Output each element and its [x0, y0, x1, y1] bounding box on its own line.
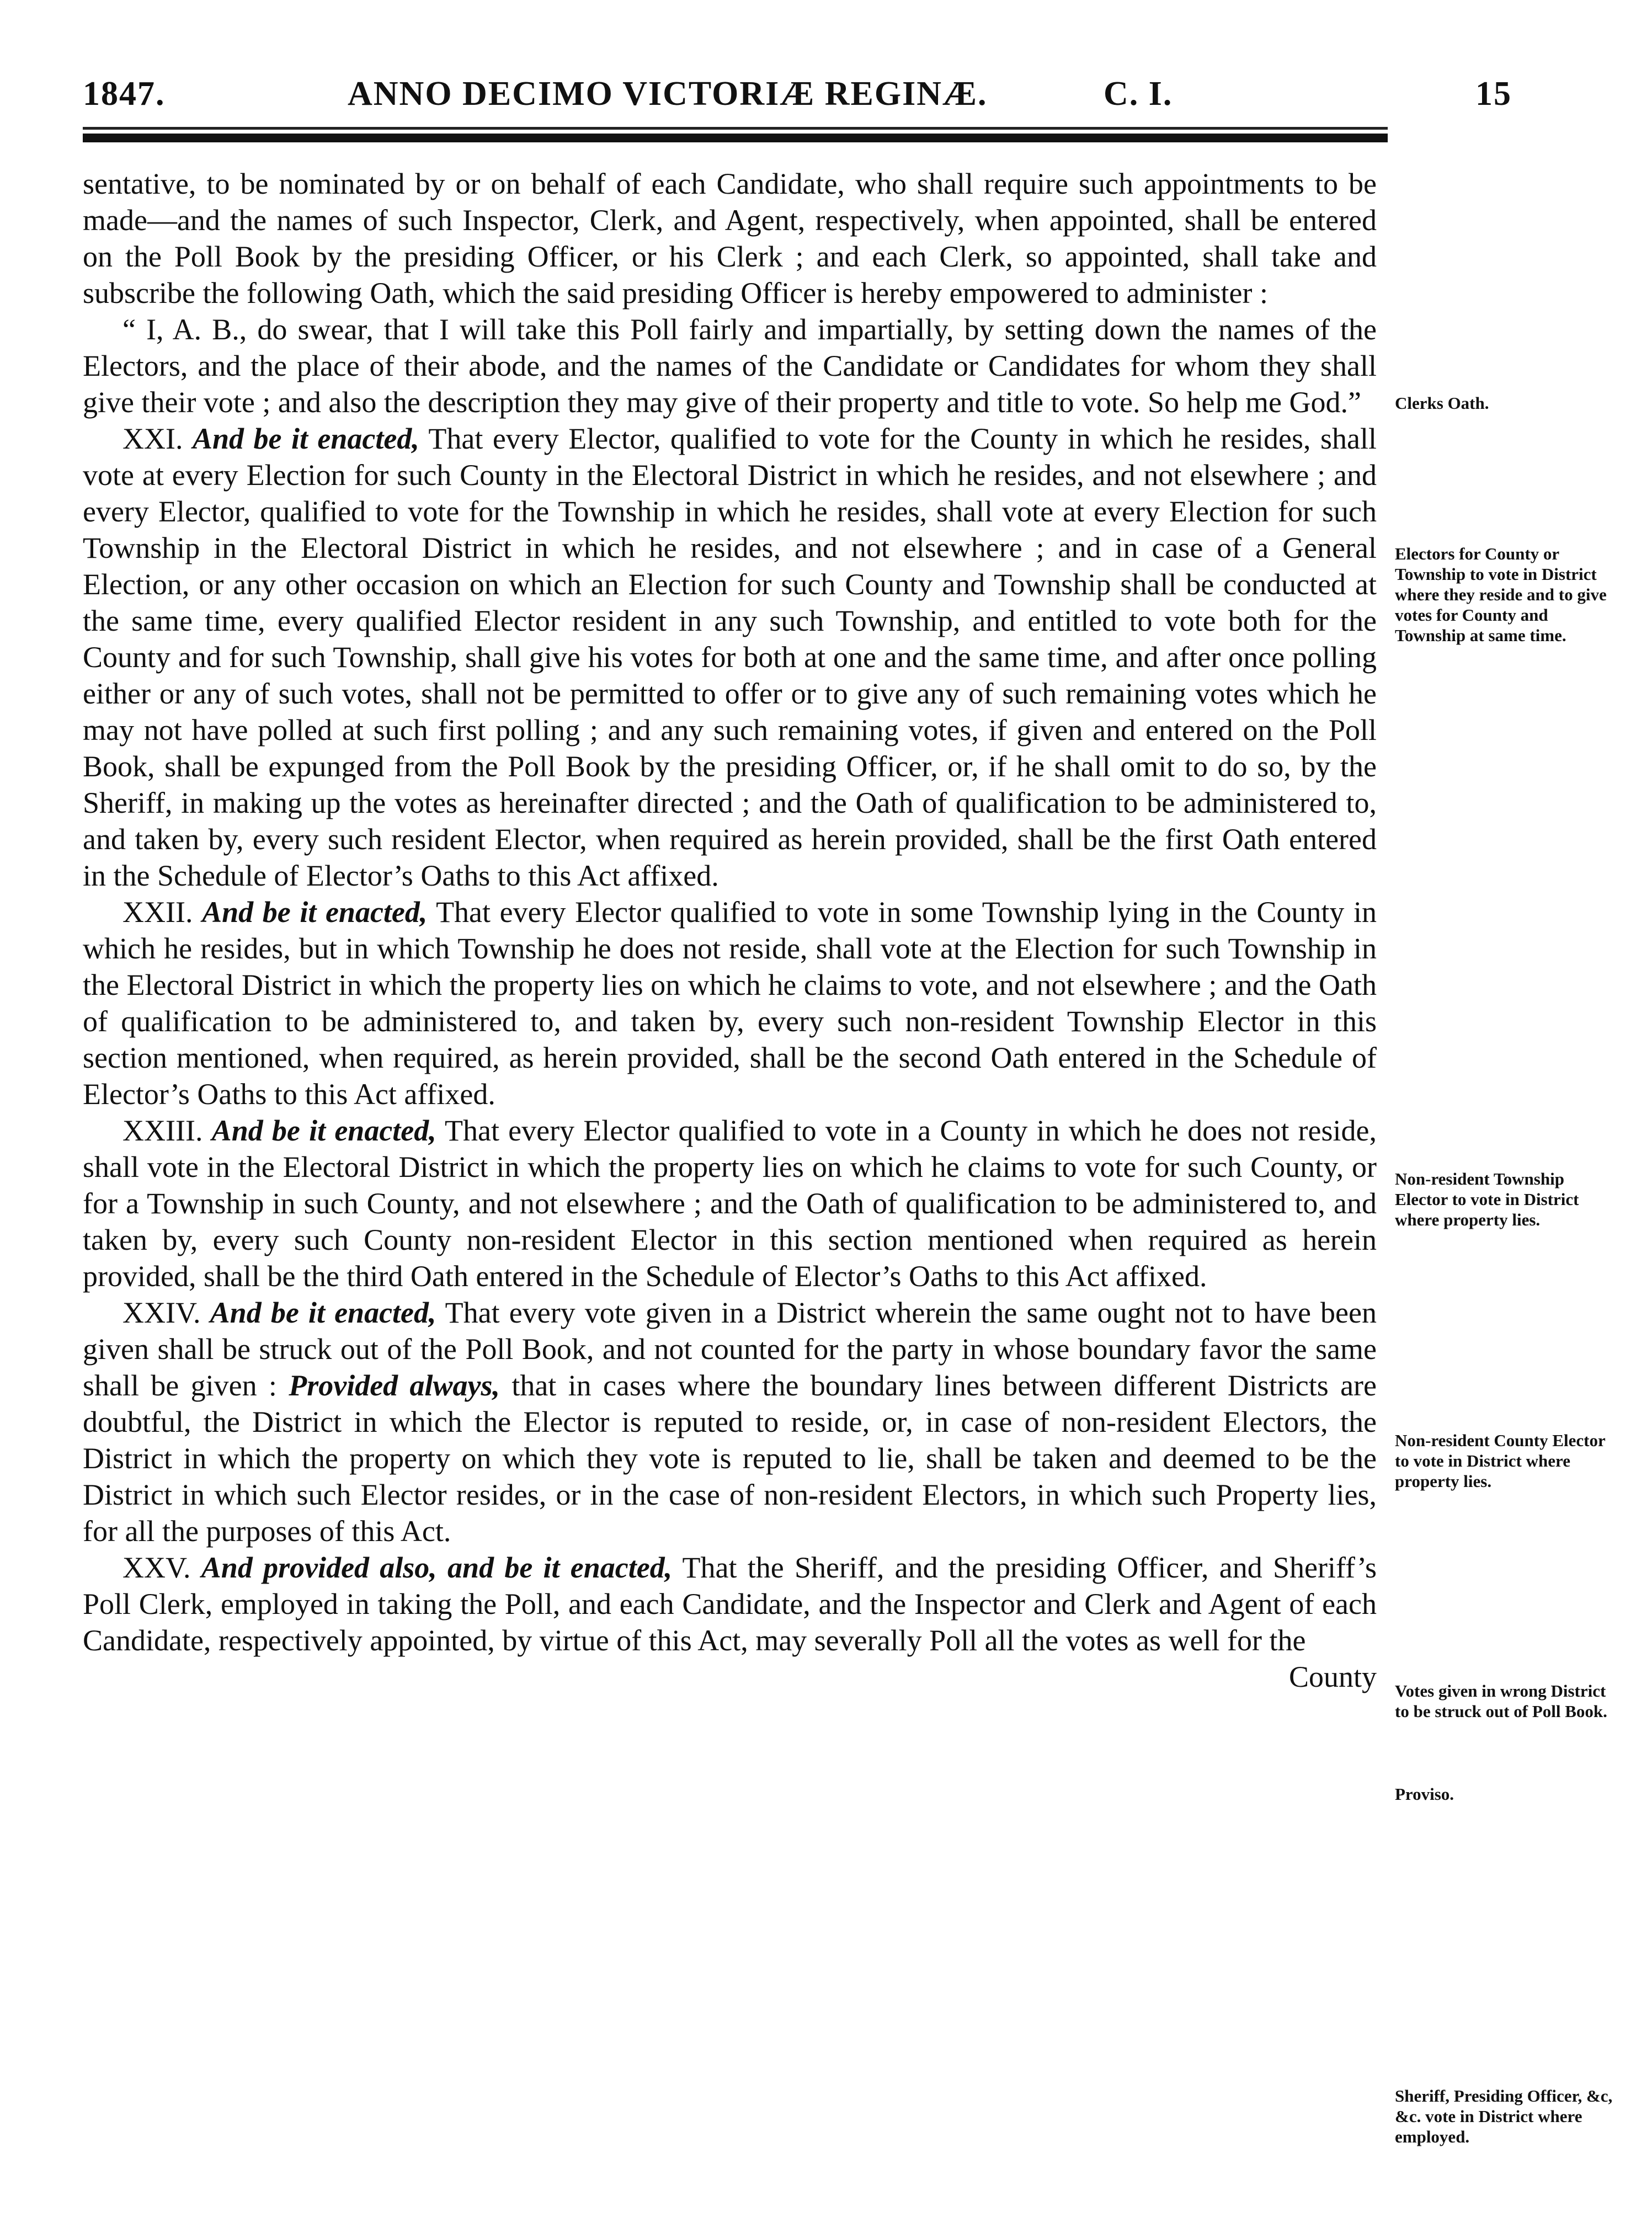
section-text: That every Elector qualified to vote in a County in which he does not reside, shall vote in the Electoral District in which the property lies on which he claims to vote for such County, or for a Township in such County, and not elsewhere ; and the Oath of qualification to be administered to, and taken by, every such County non-resident Elector in this section mentioned when required as herein provided, shall be the third Oath entered in the Schedule of Elector’s Oaths to this Act affixed. [83, 1114, 1377, 1293]
section-number: XXII. [122, 896, 193, 929]
margin-note-proviso: Proviso. [1395, 1784, 1454, 1804]
statute-body [83, 166, 1377, 1695]
section-23 [83, 1112, 1377, 1294]
header-page-number: 15 [1475, 75, 1512, 113]
section-text: that in cases where the boundary lines between different Districts are doubtful, the District in which the Elector is reputed to reside, or, in case of non-resident Electors, the District in which the property on which they vote is reputed to lie, shall be taken and deemed to be the District in which such Elector resides, or in the case of non-resident Electors, in which such Property lies, for all the purposes of this Act. [83, 1369, 1377, 1548]
enacting-clause: And be it enacted, [211, 1114, 436, 1147]
running-header [83, 74, 1512, 119]
section-number: XXI. [122, 422, 183, 455]
catchword: County [1288, 1660, 1377, 1693]
header-year: 1847. [83, 75, 166, 113]
margin-note-non-resident-county: Non-resident County Elector to vote in District where property lies. [1395, 1431, 1606, 1491]
margin-note-electors-county: Electors for County or Township to vote in District where they reside and to give votes for County and Township at same time. [1395, 544, 1607, 645]
enacting-clause: And be it enacted, [192, 422, 419, 455]
proviso-clause: Provided always, [289, 1369, 500, 1402]
section-number: XXIV. [122, 1296, 201, 1329]
section-22 [83, 894, 1377, 1112]
enacting-clause: And be it enacted, [202, 896, 428, 929]
enacting-clause: And provided also, and be it enacted, [201, 1551, 673, 1584]
enacting-clause: And be it enacted, [210, 1296, 436, 1329]
section-text: That every Elector, qualified to vote for the County in which he resides, shall vote at every Election for such County in the Electoral District in which he resides, and not elsewhere ; and every Elector, qualified to vote for the Township in which he resides, shall vote at every Election for such Township in the Electoral District in which he resides, and not elsewhere ; and in case of a General Election, or any other occasion on which an Election for such County and Township shall be conducted at the same time, every qualified Elector resident in any such Township, and entitled to vote both for the County and for such Township, shall give his votes for both at one and the same time, and after once polling either or any of such votes, shall not be permitted to offer or to give any of such remaining votes which he may not have polled at such first polling ; and any such remaining votes, if given and entered on the Poll Book, shall be expunged from the Poll Book by the presiding Officer, or, if he shall omit to do so, by the Sheriff, in making up the votes as hereinafter directed ; and the Oath of qualification to be administered to, and taken by, every such resident Elector, when required as herein provided, shall be the first Oath entered in the Schedule of Elector’s Oaths to this Act affixed. [83, 422, 1377, 892]
clerks-oath-text: “ I, A. B., do swear, that I will take this Poll fairly and impartially, by setting down the names of the Electors, and the place of their abode, and the names of the Candidate or Candidates for whom they shall give their vote ; and also the description they may give of their property and title to vote. So help me God.” [83, 313, 1377, 419]
section-number: XXV. [122, 1551, 191, 1584]
section-number: XXIII. [122, 1114, 203, 1147]
section-text: That every vote given in a District wherein the same ought not to have been given shall be struck out of the Poll Book, and not counted for the party in whose boundary favor the same shall be given : [83, 1296, 1377, 1402]
margin-note-sheriff-presiding: Sheriff, Presiding Officer, &c, &c. vote in District where employed. [1395, 2086, 1613, 2146]
margin-note-clerks-oath: Clerks Oath. [1395, 393, 1489, 413]
header-rule-thin [83, 127, 1388, 130]
margin-note-votes-wrong-district: Votes given in wrong District to be struck out of Poll Book. [1395, 1681, 1607, 1721]
section-text: That every Elector qualified to vote in some Township lying in the County in which he resides, but in which Township he does not reside, shall vote at the Election for such Township in the Electoral District in which the property lies on which he claims to vote, and not elsewhere ; and the Oath of qualification to be administered to, and taken by, every such non-resident Township Elector in this section mentioned, when required, as herein provided, shall be the second Oath entered in the Schedule of Elector’s Oaths to this Act affixed. [83, 896, 1377, 1111]
margin-note-non-resident-township: Non-resident Township Elector to vote in District where property lies. [1395, 1169, 1579, 1229]
section-text: That the Sheriff, and the presiding Officer, and Sheriff’s Poll Clerk, employed in taking the Poll, and each Candidate, and the Inspector and Clerk and Agent of each Candidate, respectively appointed, by virtue of this Act, may severally Poll all the votes as well for the [83, 1551, 1377, 1657]
section-21 [83, 420, 1377, 894]
header-rule-thick [83, 134, 1388, 142]
header-title: ANNO DECIMO VICTORIÆ REGINÆ. [348, 75, 988, 113]
section-24 [83, 1294, 1377, 1549]
section-25 [83, 1549, 1377, 1659]
header-chapter: C. I. [1104, 75, 1173, 113]
paragraph-continuation: sentative, to be nominated by or on behalf of each Candidate, who shall require such appointments to be made—and the names of such Inspector, Clerk, and Agent, respectively, when appointed, shall be entered on the Poll Book by the presiding Officer, or his Clerk ; and each Clerk, so appointed, shall take and subscribe the following Oath, which the said presiding Officer is hereby empowered to administer : [83, 167, 1377, 310]
